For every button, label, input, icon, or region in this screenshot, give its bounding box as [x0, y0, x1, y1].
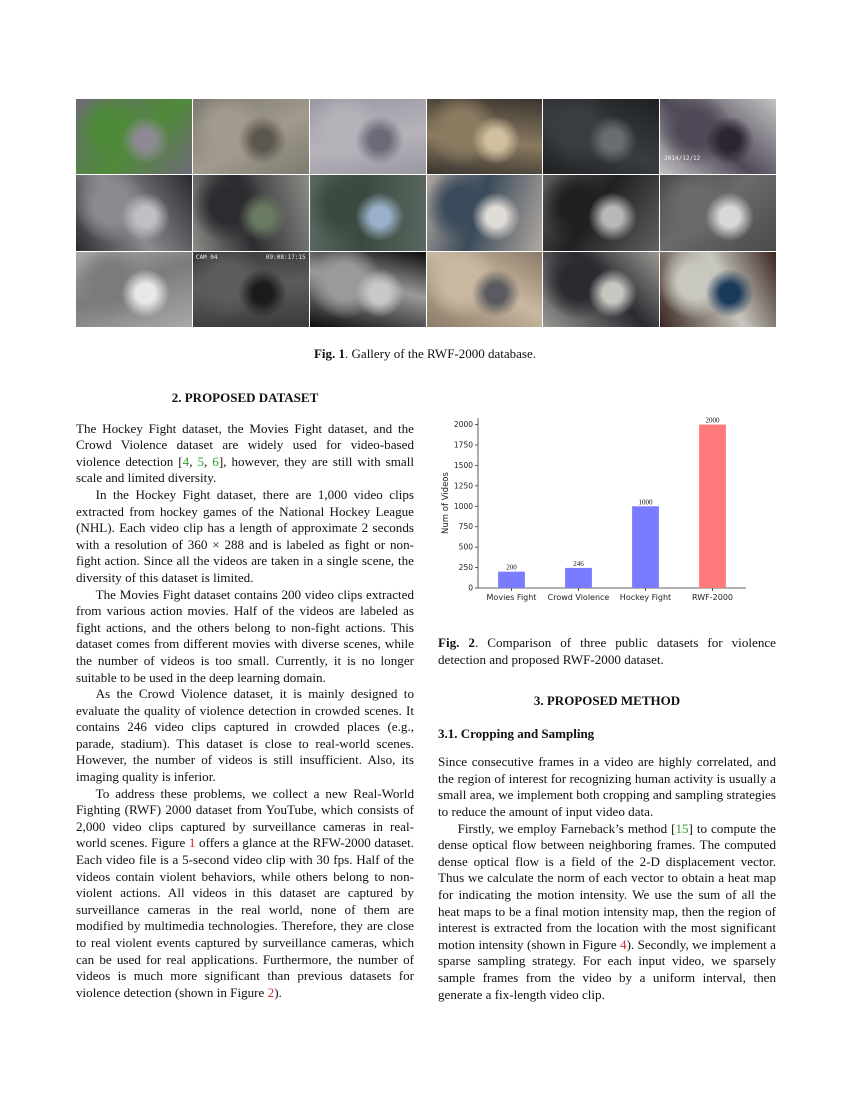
gallery-image — [427, 175, 543, 250]
body-paragraph: In the Hockey Fight dataset, there are 1,000 video clips extracted from hockey games of the National Hockey League (NHL). Each video clip has a length of approximate 2 seconds with a resolution of 360 × 288 and is labeled as fight or non-fight action. Since all the videos are taken in a single scene, the diversity of this dataset is limited. — [76, 486, 414, 585]
figure-reference-link[interactable]: 4 — [620, 936, 627, 952]
figure-reference-link[interactable]: 1 — [188, 835, 196, 851]
section-heading-proposed-method: 3. PROPOSED METHOD — [533, 693, 681, 708]
figure-2-caption — [438, 634, 776, 668]
bar — [699, 425, 726, 588]
citation-link[interactable]: 15 — [675, 820, 689, 836]
y-tick-label: 2000 — [453, 420, 473, 430]
timestamp-overlay: 2014/12/12 — [664, 155, 701, 163]
left-paragraphs — [76, 421, 414, 1002]
x-tick-label: Hockey Fight — [619, 593, 672, 602]
gallery-image — [427, 99, 543, 174]
gallery-image — [543, 252, 659, 327]
y-tick-label: 250 — [458, 563, 473, 573]
y-tick-label: 1500 — [453, 460, 473, 470]
figure-1-caption — [0, 346, 850, 362]
gallery-image — [310, 175, 426, 250]
gallery-image — [310, 252, 426, 327]
x-tick-label: RWF-2000 — [692, 593, 733, 602]
gallery-image — [543, 175, 659, 250]
body-paragraph: The Hockey Fight dataset, the Movies Fight dataset, and the Crowd Violence dataset are widely used for video-based violence detection [4, 5, 6], however, they are still with small scale and limited diversity. — [76, 420, 415, 486]
gallery-image — [193, 99, 309, 174]
figure-2-bar-chart — [436, 412, 776, 607]
figure-1-label: Fig. 1 — [313, 346, 346, 361]
bar-value-label: 1000 — [638, 498, 653, 507]
figure-2-caption-text: . Comparison of three public datasets for violence detection and proposed RWF-2000 dataset. — [438, 635, 776, 667]
gallery-image — [660, 175, 776, 250]
camera-label: CAM 04 — [195, 253, 218, 261]
figure-1-gallery — [76, 99, 776, 327]
gallery-image — [660, 99, 776, 174]
gallery-image — [76, 99, 192, 174]
section-heading-proposed-dataset: 2. PROPOSED DATASET — [171, 390, 319, 405]
bar — [632, 506, 659, 588]
body-paragraph: The Movies Fight dataset contains 200 video clips extracted from various action movies. Half of the videos are labeled as fight actions, and the others belong to non-fight actions. This dataset comes from different movies with diverse scenes, while the number of videos is too small. Currently, it is no longer suitable to be used in the deep learning domain. — [76, 586, 414, 685]
x-tick-label: Crowd Violence — [547, 593, 610, 602]
x-tick-label: Movies Fight — [486, 593, 537, 602]
gallery-image — [543, 99, 659, 174]
right-column — [438, 693, 776, 1003]
subsection-heading-cropping-sampling: 3.1. Cropping and Sampling — [438, 725, 595, 741]
body-paragraph: Since consecutive frames in a video are highly correlated, and the region of interest for recognizing human activity is usually a small area, we implement both cropping and sampling strategies to reduce the amount of input video data. — [438, 754, 776, 819]
left-column — [76, 390, 414, 1001]
body-paragraph: To address these problems, we collect a new Real-World Fighting (RWF) 2000 dataset from YouTube, which consists of 2,000 video clips captured by surveillance cameras in real-world scenes. Figure 1 offers a glance at the RFW-2000 dataset. Each video file is a 5-second video clip with 30 fps. Half of the videos contain violent behaviors, while others belong to non-violent actions. All videos in this dataset are captured by surveillance cameras in the real world, none of them are modified by multimedia technologies. Therefore, they are close to real violent events captured by surveillance cameras, which can be used for real applications. Furthermore, the number of videos is much more significant than previous datasets for violence detection (shown in Figure 2). — [76, 785, 414, 1000]
citation-link[interactable]: 4 — [182, 453, 190, 469]
gallery-image — [76, 252, 192, 327]
bar-value-label: 200 — [506, 563, 517, 572]
y-tick-label: 0 — [468, 583, 473, 593]
gallery-image — [193, 175, 309, 250]
gallery-image — [193, 252, 309, 327]
right-paragraphs — [438, 754, 776, 1003]
y-tick-label: 1250 — [453, 481, 473, 491]
gallery-image — [310, 99, 426, 174]
citation-link[interactable]: 6 — [212, 453, 219, 469]
citation-link[interactable]: 5 — [197, 453, 205, 469]
y-tick-label: 1750 — [453, 440, 473, 450]
figure-1-caption-text: . Gallery of the RWF-2000 database. — [345, 346, 537, 361]
gallery-image — [427, 252, 543, 327]
body-paragraph: As the Crowd Violence dataset, it is mainly designed to evaluate the quality of violence detection in crowded scenes. It contains 246 video clips captured in crowded places (e.g., parade, stadium). This dataset is close to real-world scenes. However, the number of videos is still insufficient. Also, its imaging quality is inferior. — [76, 686, 414, 785]
figure-reference-link[interactable]: 2 — [267, 984, 275, 1000]
gallery-image — [76, 175, 192, 250]
bar — [565, 568, 592, 588]
y-axis-label: Num of Videos — [441, 472, 451, 534]
y-tick-label: 500 — [458, 542, 473, 552]
gallery-image — [660, 252, 776, 327]
body-paragraph: Firstly, we employ Farneback’s method [15] to compute the dense optical flow between neighboring frames. The computed dense optical flow is a field of the 2-D displacement vector. Thus we calculate the norm of each vector to obtain a heat map for indicating the motion intensity. We use the sum of all the heat maps to be a final motion intensity map, then the region of interest is extracted from the location with the most significant motion intensity (shown in Figure 4). Secondly, we implement a sparse sampling strategy. For each input video, we sparsely sample frames from the video by a uniform interval, then generate a fix-length video clip. — [438, 820, 776, 1002]
figure-2-label: Fig. 2 — [438, 635, 475, 650]
bar — [498, 572, 525, 588]
y-tick-label: 750 — [458, 522, 473, 532]
y-tick-label: 1000 — [453, 501, 473, 511]
bar-value-label: 246 — [573, 559, 584, 568]
bar-value-label: 2000 — [705, 416, 720, 425]
timestamp-overlay: 09:08:17:15 — [265, 253, 306, 261]
